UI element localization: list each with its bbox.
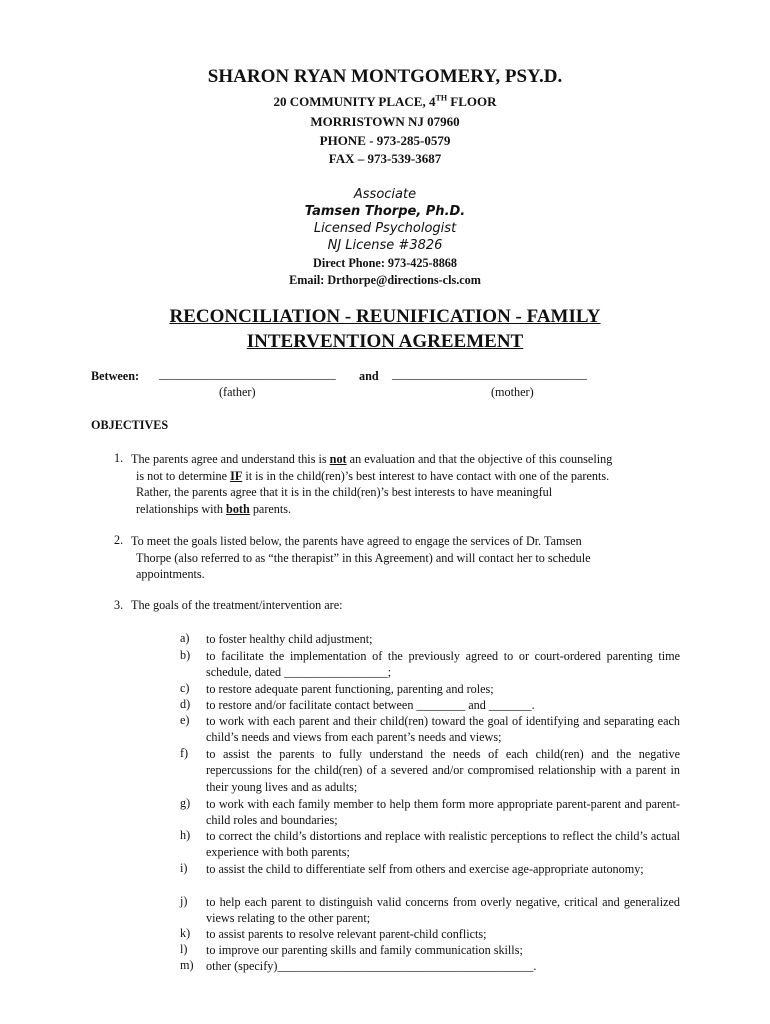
item1-text-b: an evaluation and that the objective of this counseling: [346, 452, 613, 466]
email: Email: Drthorpe@directions-cls.com: [289, 273, 481, 287]
goal-letter: e): [180, 713, 190, 727]
goal-text: to assist the parents to fully understand the needs of each child(ren) and the negative repercussions for the child(ren) of a severed and/or compromised relationship with a parent in their young lives and as adults;: [206, 747, 680, 794]
item2-paragraph: [131, 533, 677, 583]
goal-text: to facilitate the implementation of the previously agreed to or court-ordered parenting time schedule, dated _________________;: [206, 649, 680, 680]
phone-line: PHONE - 973-285-0579: [319, 133, 451, 148]
goal-letter: g): [180, 796, 191, 810]
goal-letter: f): [180, 746, 189, 760]
address-floor: FLOOR: [447, 94, 497, 109]
goal-text: to correct the child’s distortions and replace with realistic perceptions to reflect the child’s actual experience with both parents;: [206, 829, 680, 860]
goal-text: to restore adequate parent functioning, parenting and roles;: [206, 682, 494, 696]
father-blank[interactable]: _____________________________: [159, 367, 336, 381]
item1-emphasis-not: not: [329, 452, 347, 466]
item1-line1: [131, 451, 677, 468]
goal-text: to assist parents to resolve relevant parent-child conflicts;: [206, 927, 487, 941]
fax-line: FAX – 973-539-3687: [328, 151, 442, 166]
item1-line3: Rather, the parents agree that it is in the child(ren)’s best interests to have meaningful: [136, 485, 553, 499]
item3-number: 3.: [114, 598, 124, 612]
item2-line2: Thorpe (also referred to as “the therapist” in this Agreement) and will contact her to schedule: [136, 550, 591, 565]
direct-phone: Direct Phone: 973-425-8868: [313, 256, 457, 270]
associate-name: Tamsen Thorpe, Ph.D.: [304, 204, 466, 219]
goal-letter: l): [180, 942, 188, 956]
item1-emphasis-if: IF: [230, 468, 243, 483]
goal-letter: j): [180, 894, 188, 908]
goal-letter: c): [180, 681, 190, 695]
goal-text: to foster healthy child adjustment;: [206, 632, 373, 646]
item1-text-c: is not to determine: [136, 468, 231, 483]
between-label: Between:: [91, 369, 140, 383]
item2-line1: To meet the goals listed below, the parents have agreed to engage the services of Dr. Tamsen: [131, 534, 582, 548]
father-caption: (father): [219, 385, 256, 399]
item1-line4: [131, 501, 677, 518]
and-label: and: [359, 369, 379, 383]
address-text: 20 COMMUNITY PLACE, 4: [273, 94, 436, 109]
item1-text-d: it is in the child(ren)’s best interest to have contact with one of the parents.: [242, 468, 610, 483]
address-line: [0, 94, 770, 110]
goal-text: to work with each family member to help them form more appropriate parent-parent and parent-child roles and boundaries;: [206, 797, 680, 828]
goal-letter: m): [180, 958, 194, 972]
associate-role: Licensed Psychologist: [313, 221, 457, 236]
goal-letter: i): [180, 861, 188, 875]
item1-text-e: relationships with: [136, 501, 227, 516]
item3-text: The goals of the treatment/intervention are:: [131, 598, 343, 612]
city-line: MORRISTOWN NJ 07960: [310, 114, 460, 129]
goal-letter: b): [180, 648, 191, 662]
agreement-title-line1: RECONCILIATION - REUNIFICATION - FAMILY: [169, 306, 601, 327]
item1-paragraph: [131, 451, 677, 517]
address-superscript: TH: [435, 93, 448, 103]
item1-text-f: parents.: [249, 501, 292, 516]
item1-number: 1.: [114, 451, 124, 465]
associate-label: Associate: [353, 187, 417, 202]
goal-text: to improve our parenting skills and family communication skills;: [206, 943, 523, 957]
item1-emphasis-both: both: [226, 501, 250, 516]
item2-line3: appointments.: [136, 567, 205, 581]
item1-line2: [131, 468, 677, 485]
goal-letter: h): [180, 828, 191, 842]
goal-text: to work with each parent and their child(ren) toward the goal of identifying and separating each child’s needs and views from each parent’s needs and views;: [206, 714, 680, 745]
item2-number: 2.: [114, 533, 124, 547]
mother-caption: (mother): [491, 385, 534, 399]
goal-text: other (specify)__________________________________________.: [206, 959, 537, 973]
agreement-title-line2: INTERVENTION AGREEMENT: [246, 331, 524, 352]
item1-text-a: The parents agree and understand this is: [131, 452, 330, 466]
objectives-heading: OBJECTIVES: [91, 418, 169, 432]
associate-license: NJ License #3826: [327, 238, 443, 253]
goal-letter: d): [180, 697, 191, 711]
goal-text: to restore and/or facilitate contact between ________ and _______.: [206, 698, 535, 712]
goal-text: to help each parent to distinguish valid concerns from overly negative, critical and generalized views relating to the other parent;: [206, 895, 680, 926]
goal-text: to assist the child to differentiate self from others and exercise age-appropriate autonomy;: [206, 862, 644, 876]
practice-name: SHARON RYAN MONTGOMERY, PSY.D.: [207, 66, 563, 87]
goal-letter: k): [180, 926, 191, 940]
goal-letter: a): [180, 631, 190, 645]
mother-blank[interactable]: ________________________________: [392, 367, 587, 381]
